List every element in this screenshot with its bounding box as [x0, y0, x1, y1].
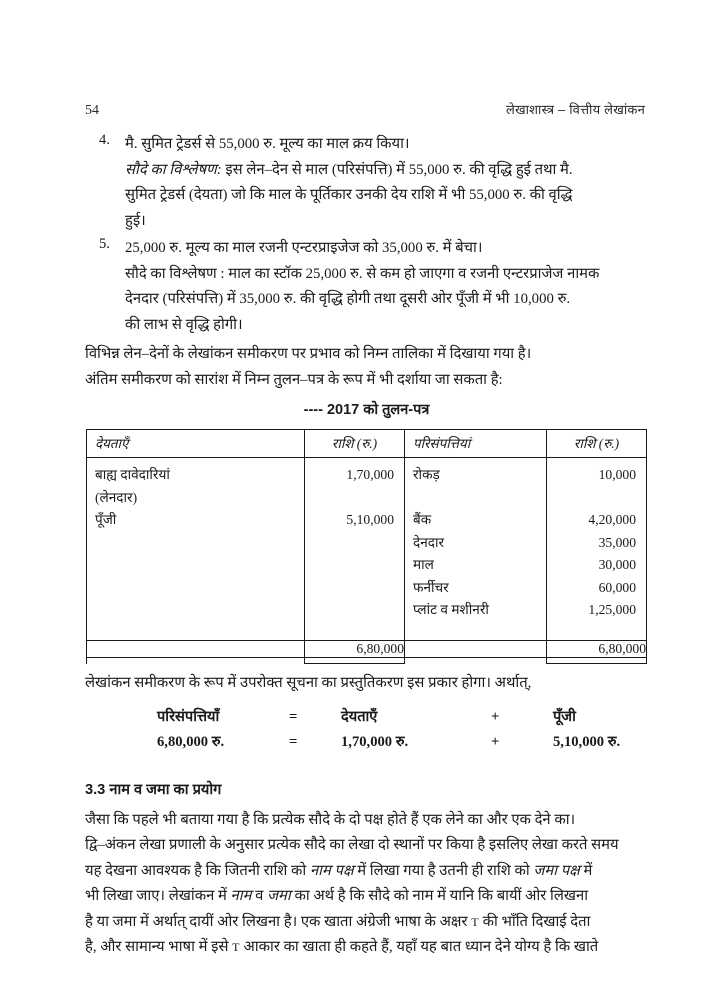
table-row: बैंक [413, 512, 432, 527]
table-row [95, 532, 296, 555]
equation-table [157, 705, 620, 755]
page-number: 54 [85, 103, 99, 118]
column-header-liabilities: देयताएँ [87, 430, 305, 458]
equation-plus-2: + [491, 733, 500, 750]
transaction-analysis-line: सुमित ट्रेडर्स (देयता) जो कि माल के पूर्तिकार उनकी देय राशि में भी 55,000 रु. की वृद्धि [125, 187, 573, 203]
section-text: भी लिखा जाए। लेखांकन में [85, 888, 231, 904]
table-cell-amount [313, 554, 394, 577]
liabilities-amount-cell [305, 458, 405, 641]
table-total-row [87, 641, 647, 658]
section-text: में लिखा गया है उतनी ही राशि को [353, 862, 534, 879]
transaction-analysis-line: की लाभ से वृद्धि होगी। [125, 316, 243, 333]
section-text: की भाँति दिखाई देता [478, 913, 591, 930]
table-double-rule-row [87, 658, 647, 664]
double-rule-assets [547, 658, 647, 664]
total-liabilities: 6,80,000 [305, 641, 405, 658]
section-line [85, 935, 648, 961]
double-rule-blank-1 [87, 658, 305, 664]
table-header-row [87, 430, 647, 458]
section-body [85, 808, 648, 961]
emphasis-naam: नाम [230, 888, 252, 904]
transaction-analysis-line [125, 262, 648, 288]
table-cell-amount: 10,000 [598, 467, 636, 482]
table-cell-amount: 1,70,000 [346, 467, 394, 482]
intro-paragraph-1: विभिन्न लेन–देनों के लेखांकन समीकरण पर प्रभाव को निम्न तालिका में दिखाया गया है। [85, 346, 532, 362]
equation-value-assets: 6,80,000 रु. [157, 733, 225, 750]
table-cell-amount [313, 487, 394, 510]
table-row: बाह्य दावेदारियां [95, 467, 170, 482]
balance-sheet-wrapper [86, 429, 646, 664]
list-marker: 5. [99, 236, 110, 252]
table-cell-amount: 35,000 [598, 534, 636, 550]
table-cell-amount: 4,20,000 [588, 512, 636, 527]
list-item [85, 236, 648, 338]
section-text: व [251, 888, 268, 904]
double-rule-blank-2 [405, 658, 547, 664]
assets-cell [405, 458, 547, 641]
transaction-analysis-line: देनदार (परिसंपत्ति) में 35,000 रु. की वृद्धि होगी तथा दूसरी ओर पूँजी में भी 10,000 रु. [125, 291, 571, 307]
total-label-blank [87, 641, 305, 658]
after-table-paragraph: लेखांकन समीकरण के रूप में उपरोक्त सूचना का प्रस्तुतिकरण इस प्रकार होगा। अर्थात्, [85, 675, 532, 691]
table-cell-amount: 60,000 [598, 579, 636, 595]
transaction-statement: 25,000 रु. मूल्य का माल रजनी एन्टरप्राइजेज को 35,000 रु. में बेचा। [125, 240, 483, 256]
equation-values-row [157, 730, 620, 755]
double-rule-liabilities [305, 658, 405, 664]
liabilities-labels [87, 458, 304, 640]
transaction-analysis-line [125, 158, 648, 184]
column-header-assets-amount: राशि (रु.) [547, 430, 647, 458]
equation-value-liabilities: 1,70,000 रु. [341, 733, 409, 750]
table-row [95, 577, 296, 600]
table-cell-amount [555, 487, 636, 510]
emphasis-naam-paksh: नाम पक्ष [309, 862, 354, 879]
column-header-liabilities-amount: राशि (रु.) [305, 430, 405, 458]
liabilities-cell [87, 458, 305, 641]
analysis-label: सौदे का विश्लेषण: [125, 161, 222, 178]
table-row: पूँजी [95, 512, 117, 527]
section-line [85, 910, 648, 936]
table-cell-amount: 5,10,000 [346, 512, 394, 527]
section-line [85, 884, 648, 910]
running-head [85, 100, 645, 119]
total-assets: 6,80,000 [547, 641, 647, 658]
assets-amount-cell [547, 458, 647, 641]
analysis-text: इस लेन–देन से माल (परिसंपत्ति) में 55,000 रु. की वृद्धि हुई तथा मै. [221, 161, 573, 178]
transaction-list [85, 132, 648, 338]
page-content [85, 132, 648, 961]
section-line: जैसा कि पहले भी बताया गया है कि प्रत्येक सौदे के दो पक्ष होते हैं एक लेने का और एक देने का। [85, 811, 576, 828]
section-line [85, 859, 648, 885]
table-cell-amount [313, 599, 394, 622]
table-cell-amount: 1,25,000 [588, 602, 636, 617]
transaction-analysis-line: हुई। [125, 212, 146, 229]
equation-equals-1: = [289, 708, 298, 725]
equation-term-liabilities: देयताएँ [341, 708, 378, 725]
analysis-label: सौदे का विश्लेषण : [125, 265, 225, 282]
equation-value-capital: 5,10,000 रु. [553, 733, 621, 750]
assets-amounts [547, 458, 646, 640]
table-cell-amount [313, 577, 394, 600]
table-row: माल [413, 557, 434, 572]
section-text: में [579, 862, 593, 879]
section-text: का अर्थ है कि सौदे को नाम में यानि कि बायीं ओर लिखना [290, 888, 589, 904]
running-head-title: लेखाशास्त्र – वित्तीय लेखांकन [505, 102, 645, 117]
analysis-text: माल का स्टॉक 25,000 रु. से कम हो जाएगा व रजनी एन्टरप्राजेज नामक [224, 265, 600, 282]
table-row: (लेनदार) [95, 489, 138, 505]
table-row [95, 554, 296, 577]
table-row [413, 487, 538, 510]
t-letter-glyph: T [232, 940, 240, 954]
assets-labels [405, 458, 546, 640]
list-marker: 4. [99, 132, 110, 148]
balance-sheet-table [86, 429, 647, 664]
section-text: है या जमा में अर्थात् दायीं ओर लिखना है। एक खाता अंग्रेजी भाषा के अक्षर [85, 913, 472, 930]
equation-term-capital: पूँजी [553, 708, 576, 725]
equation-plus-1: + [491, 708, 500, 725]
table-caption: ---- 2017 को तुलन-पत्र [303, 402, 430, 418]
total-assets-blank [405, 641, 547, 658]
section-line: द्वि–अंकन लेखा प्रणाली के अनुसार प्रत्येक सौदे का लेखा दो स्थानों पर किया है इसलिए लेखा करते समय [85, 837, 619, 853]
liabilities-amounts [305, 458, 404, 640]
equation-term-assets: परिसंपत्तियाँ [157, 708, 220, 725]
equation-equals-2: = [289, 733, 298, 750]
section-text: है, और सामान्य भाषा में इसे [85, 939, 233, 955]
section-text: यह देखना आवश्यक है कि जितनी राशि को [85, 862, 310, 879]
accounting-equation [157, 705, 648, 755]
column-header-assets: परिसंपत्तियां [405, 430, 547, 458]
list-item [85, 132, 648, 234]
t-letter-glyph: T [471, 914, 479, 929]
table-cell-amount: 30,000 [598, 557, 636, 572]
intro-paragraph-2: अंतिम समीकरण को सारांश में निम्न तुलन–पत्र के रूप में भी दर्शाया जा सकता है: [85, 371, 503, 388]
table-cell-amount [313, 532, 394, 555]
section-text: आकार का खाता ही कहते हैं, यहाँ यह बात ध्यान देने योग्य है कि खाते [239, 939, 599, 955]
section-heading: 3.3 नाम व जमा का प्रयोग [85, 781, 222, 798]
equation-terms-row [157, 705, 620, 730]
emphasis-jama-paksh: जमा पक्ष [533, 862, 580, 879]
table-body-row [87, 458, 647, 641]
table-row: देनदार [413, 534, 445, 550]
table-row: फर्नीचर [413, 579, 449, 595]
table-row: रोकड़ [413, 467, 440, 482]
table-row [95, 599, 296, 622]
emphasis-jama: जमा [267, 888, 291, 904]
transaction-statement: मै. सुमित ट्रेडर्स से 55,000 रु. मूल्य का माल क्रय किया। [125, 136, 410, 152]
table-row: प्लांट व मशीनरी [413, 602, 489, 617]
